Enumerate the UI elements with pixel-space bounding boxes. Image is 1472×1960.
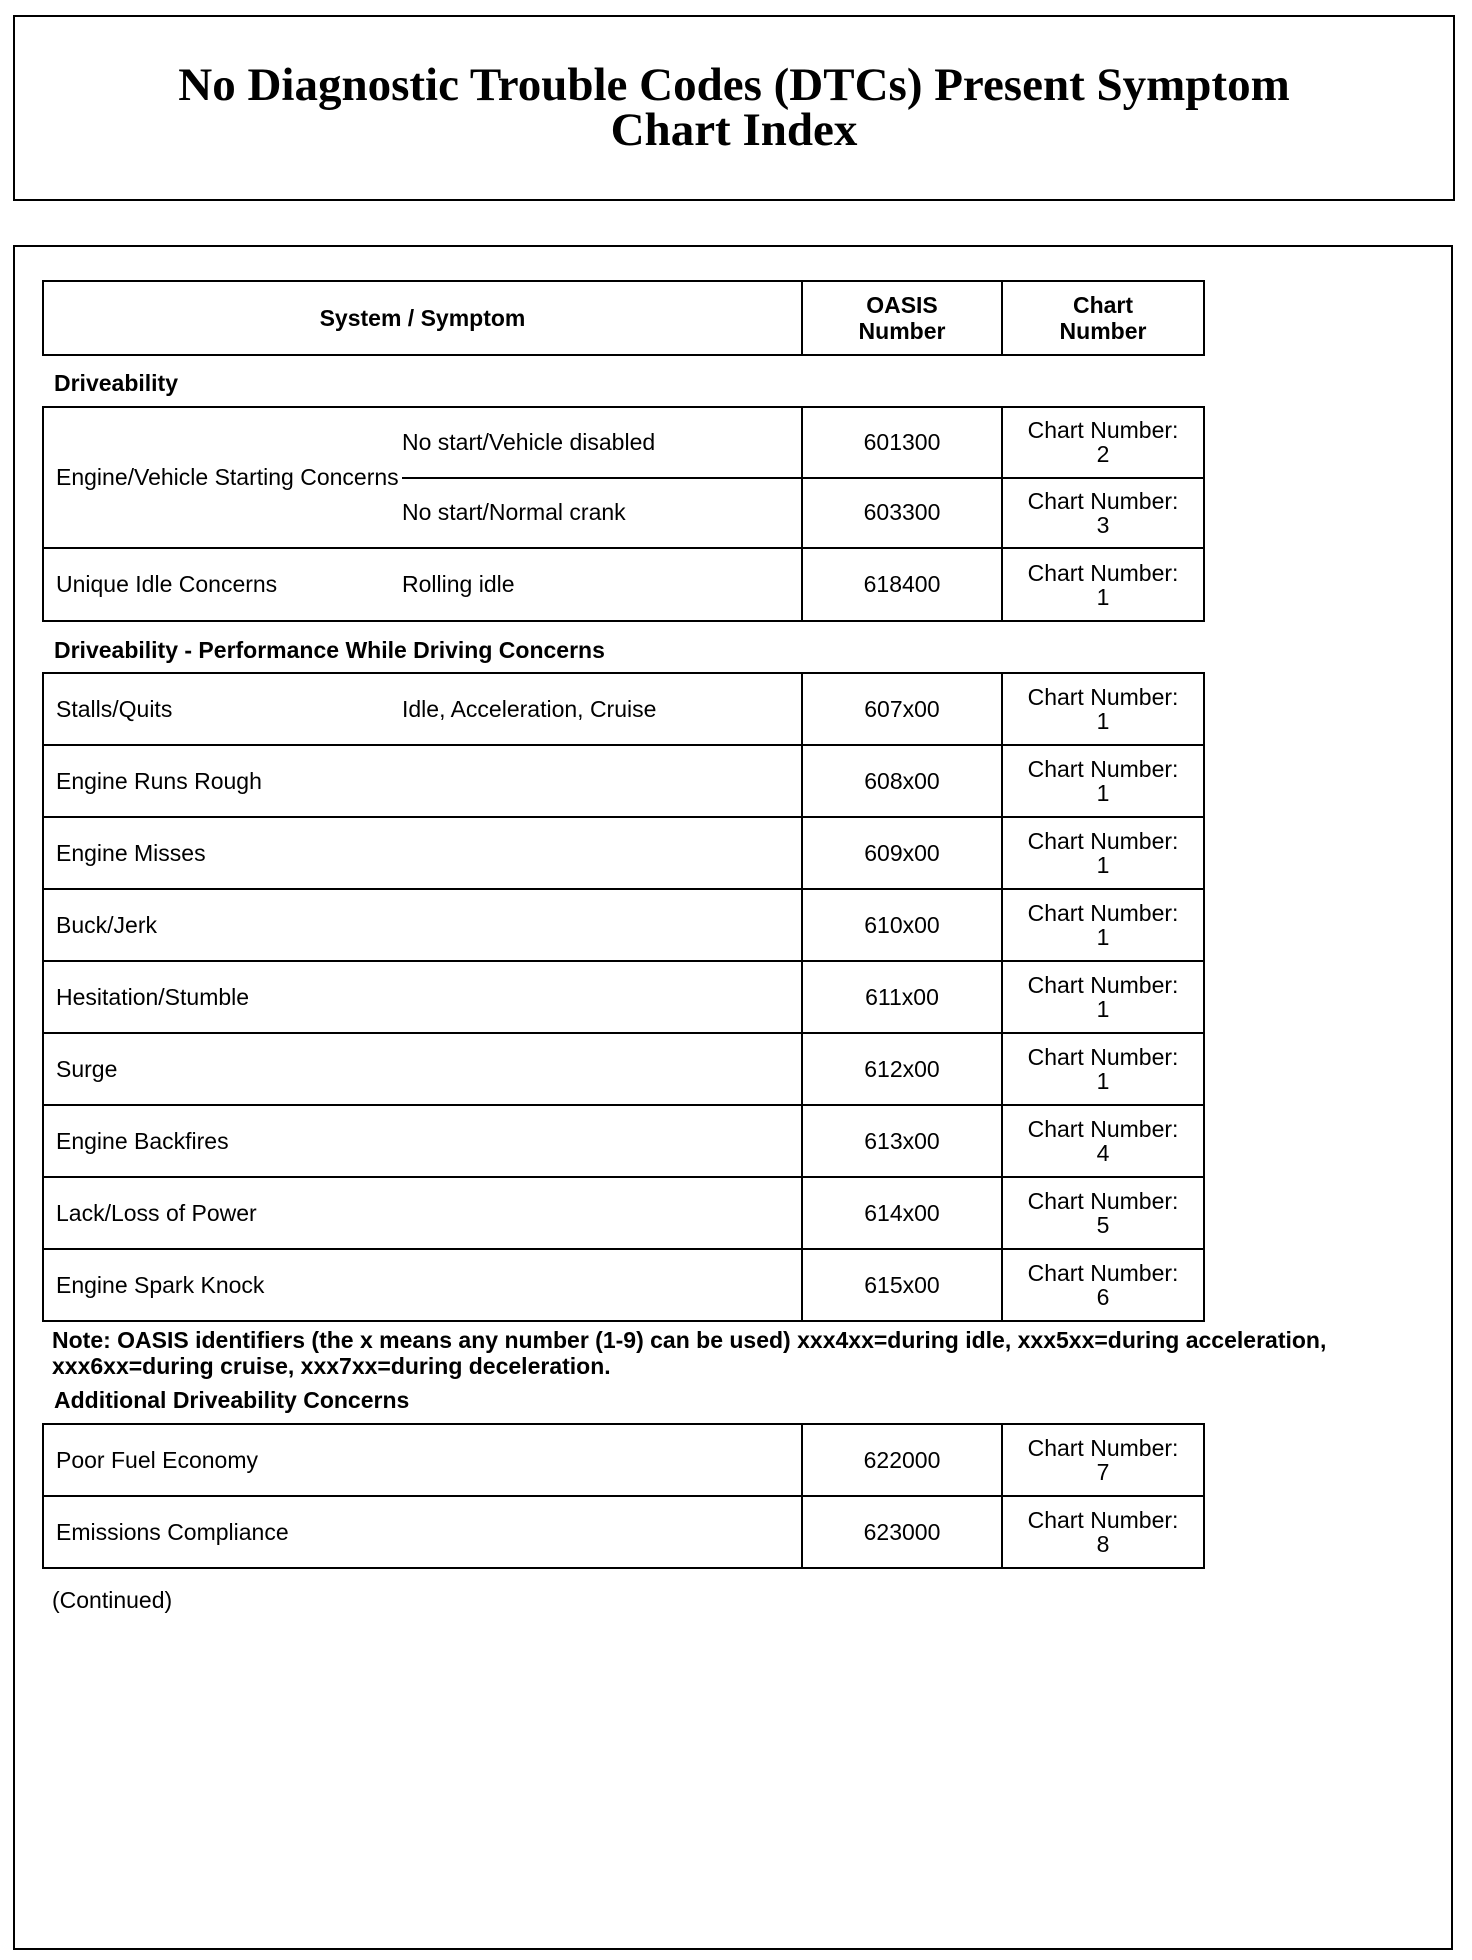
symptom-cell: No start/Normal crank [402,478,802,549]
table-row [43,745,1204,817]
system-cell: Stalls/Quits [43,673,402,745]
system-cell: Hesitation/Stumble [43,961,402,1033]
chart-label: Chart Number: [1027,487,1179,514]
header-chart-line-1: Chart [1072,292,1134,318]
oasis-cell: 608x00 [802,745,1002,817]
chart-cell [1002,1496,1204,1568]
symptom-cell [402,889,802,961]
additional-table-body [43,1424,1204,1568]
chart-cell [1002,673,1204,745]
oasis-cell: 615x00 [802,1249,1002,1321]
header-oasis-number [802,281,1002,355]
system-cell: Unique Idle Concerns [43,548,402,621]
symptom-cell: Idle, Acceleration, Cruise [402,673,802,745]
starting-concerns-cell: Engine/Vehicle Starting Concerns [43,407,402,548]
table-row [43,1177,1204,1249]
chart-label: Chart Number: [1027,684,1179,710]
system-cell: Surge [43,1033,402,1105]
oasis-cell: 609x00 [802,817,1002,889]
oasis-cell: 611x00 [802,961,1002,1033]
oasis-cell: 612x00 [802,1033,1002,1105]
symptom-cell [402,1177,802,1249]
chart-value: 3 [1096,511,1110,538]
title-box [13,15,1455,201]
chart-value: 6 [1096,1284,1110,1310]
header-chart-number [1002,281,1204,355]
chart-label: Chart Number: [1027,1435,1179,1461]
table-row [43,1249,1204,1321]
oasis-cell: 618400 [802,548,1002,621]
continued-label: (Continued) [52,1587,173,1613]
oasis-note: Note: OASIS identifiers (the x means any number (1-9) can be used) xxx4xx=during idle, xxx5xx=during acceleration, xxx6xx=during cruise, xxx7xx=during deceleration. [52,1327,1327,1379]
chart-cell [1002,1105,1204,1177]
chart-value: 4 [1096,1140,1110,1166]
oasis-cell: 607x00 [802,673,1002,745]
chart-value: 8 [1096,1531,1110,1557]
chart-label: Chart Number: [1027,1188,1179,1214]
table-row [43,548,1204,621]
symptom-cell [402,745,802,817]
oasis-cell: 613x00 [802,1105,1002,1177]
symptom-cell [402,817,802,889]
table-row [43,1424,1204,1496]
table-row [43,407,1204,478]
chart-label: Chart Number: [1027,828,1179,854]
symptom-cell [402,961,802,1033]
chart-label: Chart Number: [1027,1507,1179,1533]
symptom-cell: Rolling idle [402,548,802,621]
chart-cell [1002,1424,1204,1496]
header-system-symptom: System / Symptom [43,281,802,355]
chart-label: Chart Number: [1027,900,1179,926]
section-driveability: Driveability [54,370,178,396]
chart-label: Chart Number: [1027,559,1179,586]
system-cell: Engine Spark Knock [43,1249,402,1321]
symptom-cell [402,1033,802,1105]
oasis-cell: 622000 [802,1424,1002,1496]
chart-cell [1002,407,1204,478]
chart-cell [1002,478,1204,549]
driveability-table [42,406,1205,622]
chart-cell [1002,1249,1204,1321]
symptom-cell [402,1105,802,1177]
system-cell: Engine Misses [43,817,402,889]
chart-value: 1 [1096,583,1110,610]
system-cell: Lack/Loss of Power [43,1177,402,1249]
additional-table [42,1423,1205,1569]
chart-value: 5 [1096,1212,1110,1238]
section-performance: Driveability - Performance While Driving Concerns [54,637,605,663]
chart-label: Chart Number: [1027,417,1179,444]
header-chart-line-2: Number [1059,318,1147,344]
chart-value: 1 [1096,780,1110,806]
table-row [43,889,1204,961]
column-header-table [42,280,1205,356]
chart-label: Chart Number: [1027,756,1179,782]
table-row [43,1496,1204,1568]
oasis-cell: 603300 [802,478,1002,549]
table-row [43,817,1204,889]
chart-label: Chart Number: [1027,972,1179,998]
chart-cell [1002,889,1204,961]
header-oasis-line-1: OASIS [866,292,938,318]
system-cell: Emissions Compliance [43,1496,802,1568]
oasis-cell: 601300 [802,407,1002,478]
chart-value: 1 [1096,708,1110,734]
chart-value: 1 [1096,924,1110,950]
table-row [43,961,1204,1033]
page-title-line-1: No Diagnostic Trouble Codes (DTCs) Present Symptom [178,59,1290,111]
chart-cell [1002,817,1204,889]
table-row [43,1105,1204,1177]
symptom-cell: No start/Vehicle disabled [402,407,802,478]
chart-value: 2 [1096,441,1110,468]
chart-value: 1 [1096,852,1110,878]
system-cell: Engine Backfires [43,1105,402,1177]
chart-label: Chart Number: [1027,1044,1179,1070]
performance-table-body [43,673,1204,1321]
chart-value: 1 [1096,1068,1110,1094]
page-title-line-2: Chart Index [610,104,858,156]
performance-table [42,672,1205,1322]
oasis-cell: 623000 [802,1496,1002,1568]
chart-cell [1002,1033,1204,1105]
chart-label: Chart Number: [1027,1116,1179,1142]
oasis-cell: 614x00 [802,1177,1002,1249]
system-cell: Engine Runs Rough [43,745,402,817]
chart-cell [1002,548,1204,621]
chart-value: 1 [1096,996,1110,1022]
table-row [43,1033,1204,1105]
chart-cell [1002,961,1204,1033]
table-row [43,673,1204,745]
section-additional: Additional Driveability Concerns [54,1387,410,1413]
chart-cell [1002,1177,1204,1249]
symptom-cell [402,1249,802,1321]
chart-cell [1002,745,1204,817]
chart-label: Chart Number: [1027,1260,1179,1286]
system-cell: Buck/Jerk [43,889,402,961]
header-oasis-line-2: Number [858,318,946,344]
chart-value: 7 [1096,1459,1110,1485]
system-cell: Poor Fuel Economy [43,1424,802,1496]
oasis-cell: 610x00 [802,889,1002,961]
